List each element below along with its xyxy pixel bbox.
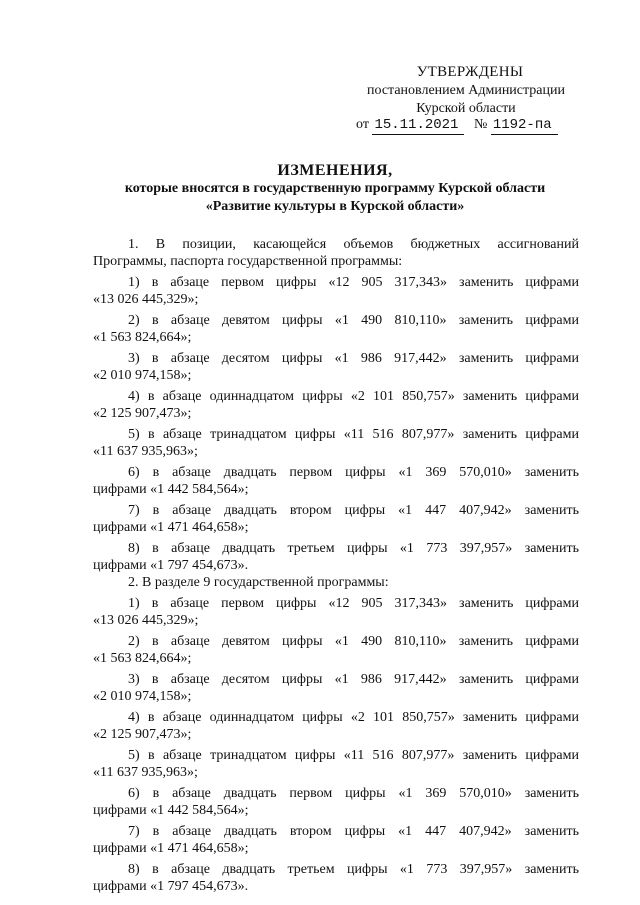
- date-prefix: от: [356, 117, 369, 132]
- list-item-cont: цифрами «1 471 464,658»;: [93, 520, 249, 535]
- approval-date: 15.11.2021: [372, 117, 464, 135]
- list-item: 7) в абзаце двадцать втором цифры «1 447 407,942» заменить: [128, 824, 579, 839]
- heading-title: ИЗМЕНЕНИЯ,: [277, 162, 393, 179]
- list-item-cont: цифрами «1 442 584,564»;: [93, 482, 249, 497]
- approval-stamp: [356, 64, 576, 117]
- list-item: 4) в абзаце одиннадцатом цифры «2 101 850,757» заменить цифрами: [128, 389, 579, 404]
- list-item: 3) в абзаце десятом цифры «1 986 917,442» заменить цифрами: [128, 672, 579, 687]
- document-heading: [80, 162, 590, 215]
- list-item-cont: «11 637 935,963»;: [93, 444, 198, 459]
- approval-line-2: Курской области: [416, 101, 516, 116]
- list-item-cont: «2 010 974,158»;: [93, 689, 192, 704]
- list-item-cont: цифрами «1 442 584,564»;: [93, 803, 249, 818]
- list-item: 2) в абзаце девятом цифры «1 490 810,110» заменить цифрами: [128, 313, 579, 328]
- list-item: 5) в абзаце тринадцатом цифры «11 516 807,977» заменить цифрами: [128, 427, 579, 442]
- list-item: 1) в абзаце первом цифры «12 905 317,343» заменить цифрами: [128, 275, 579, 290]
- list-item-cont: «13 026 445,329»;: [93, 292, 199, 307]
- list-item: 2) в абзаце девятом цифры «1 490 810,110» заменить цифрами: [128, 634, 579, 649]
- list-item: 5) в абзаце тринадцатом цифры «11 516 807,977» заменить цифрами: [128, 748, 579, 763]
- list-item-cont: «2 125 907,473»;: [93, 727, 192, 742]
- section-2-intro: 2. В разделе 9 государственной программы:: [128, 575, 389, 590]
- list-item: 6) в абзаце двадцать первом цифры «1 369 570,010» заменить: [128, 786, 579, 801]
- approval-line-1: постановлением Администрации: [367, 83, 565, 98]
- approval-title: УТВЕРЖДЕНЫ: [416, 64, 524, 80]
- approval-date-line: [356, 116, 586, 135]
- list-item-cont: цифрами «1 797 454,673».: [93, 879, 249, 894]
- list-item-cont: «11 637 935,963»;: [93, 765, 198, 780]
- list-item-cont: «1 563 824,664»;: [93, 651, 192, 666]
- list-item: 8) в абзаце двадцать третьем цифры «1 773 397,957» заменить: [128, 541, 579, 556]
- list-item-cont: «13 026 445,329»;: [93, 613, 199, 628]
- section-1-intro: 1. В позиции, касающейся объемов бюджетных ассигнований: [128, 237, 579, 252]
- list-item-cont: «2 010 974,158»;: [93, 368, 192, 383]
- list-item: 7) в абзаце двадцать втором цифры «1 447 407,942» заменить: [128, 503, 579, 518]
- list-item: 4) в абзаце одиннадцатом цифры «2 101 850,757» заменить цифрами: [128, 710, 579, 725]
- heading-subtitle-1: которые вносятся в государственную программу Курской области: [124, 181, 546, 196]
- list-item: 8) в абзаце двадцать третьем цифры «1 773 397,957» заменить: [128, 862, 579, 877]
- list-item: 6) в абзаце двадцать первом цифры «1 369 570,010» заменить: [128, 465, 579, 480]
- list-item-cont: «2 125 907,473»;: [93, 406, 192, 421]
- section-1-intro-cont: Программы, паспорта государственной программы:: [93, 254, 403, 269]
- number-prefix: №: [473, 117, 488, 132]
- heading-subtitle-2: «Развитие культуры в Курской области»: [205, 199, 465, 214]
- list-item-cont: «1 563 824,664»;: [93, 330, 192, 345]
- document-body: [93, 236, 579, 895]
- approval-number: 1192-па: [491, 117, 558, 135]
- list-item-cont: цифрами «1 797 454,673».: [93, 558, 249, 573]
- list-item: 3) в абзаце десятом цифры «1 986 917,442» заменить цифрами: [128, 351, 579, 366]
- list-item-cont: цифрами «1 471 464,658»;: [93, 841, 249, 856]
- list-item: 1) в абзаце первом цифры «12 905 317,343» заменить цифрами: [128, 596, 579, 611]
